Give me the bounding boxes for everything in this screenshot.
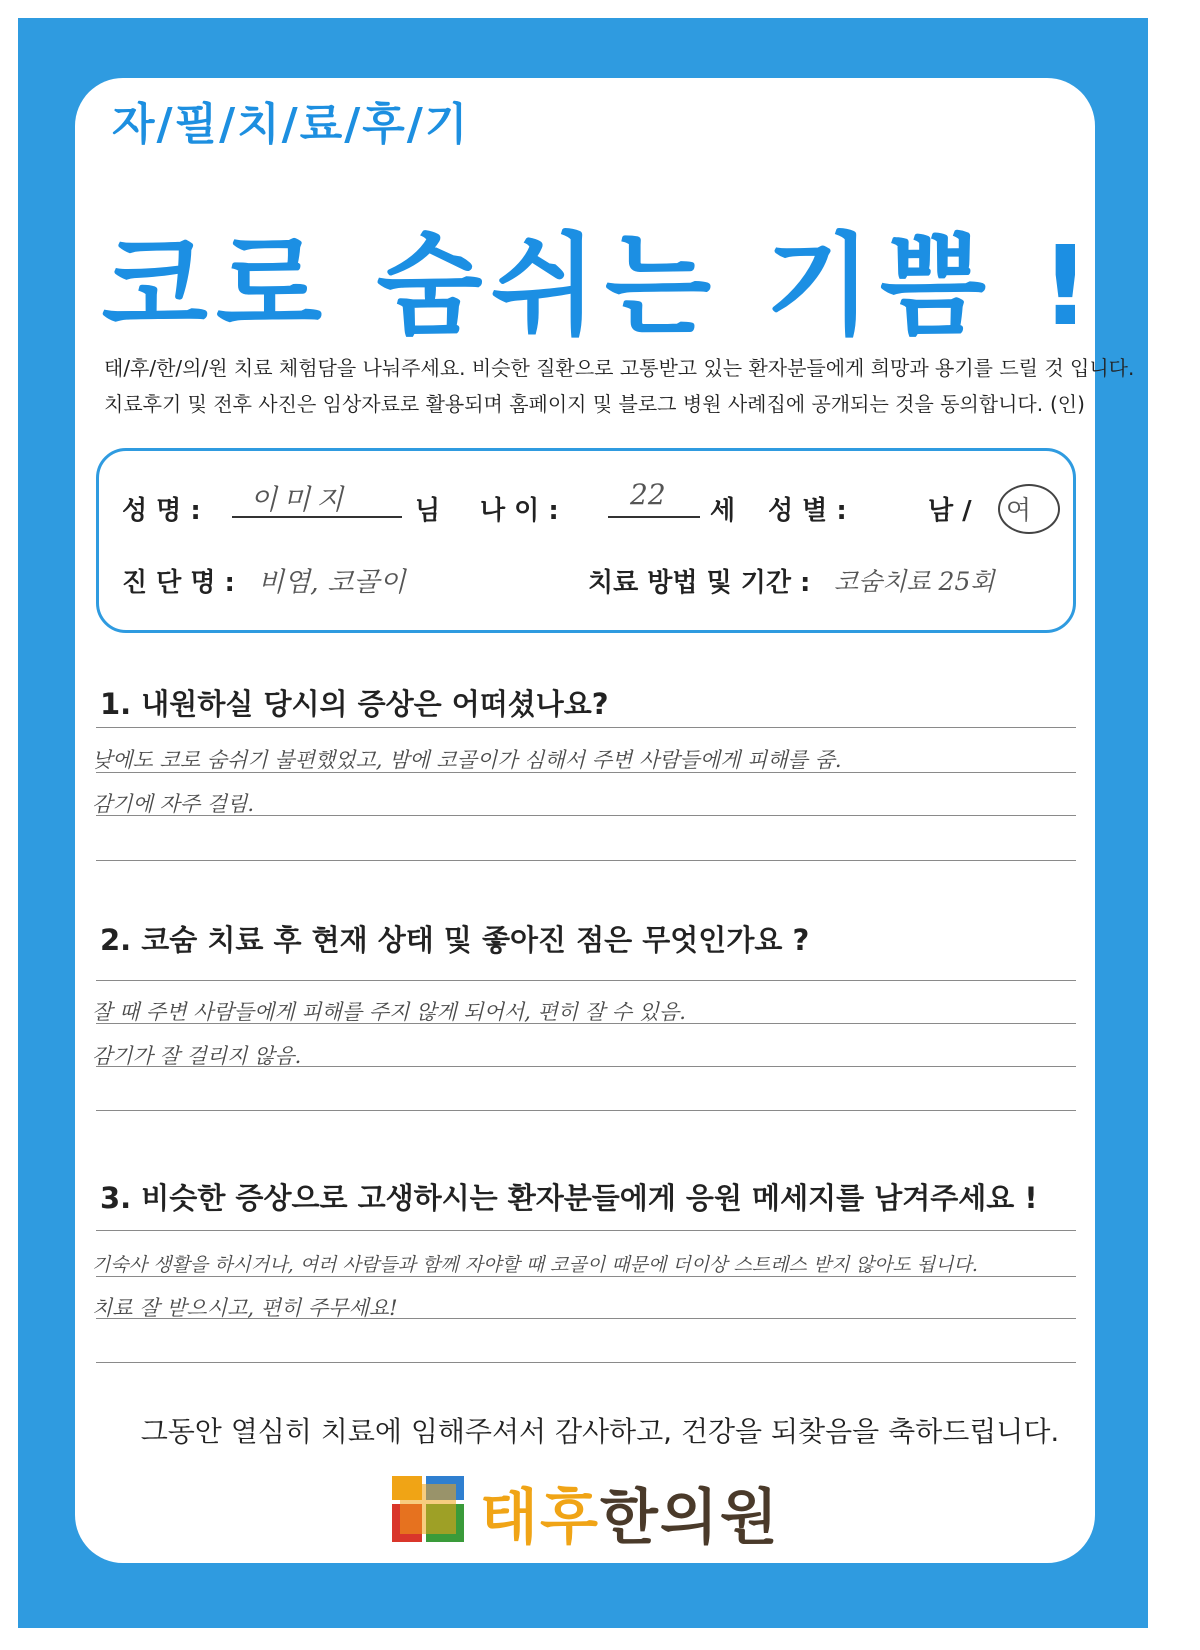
age-label: 나 이 : [480, 496, 559, 526]
answer-1-line-2: 감기에 자주 걸림. [92, 792, 255, 816]
gender-selected: 여 [1006, 496, 1032, 526]
clinic-logo-icon [392, 1476, 464, 1542]
gender-label: 성 별 : [768, 496, 847, 526]
closing-message: 그동안 열심히 치료에 임해주셔서 감사하고, 건강을 되찾음을 축하드립니다. [140, 1415, 1060, 1448]
gender-selection-circle [998, 484, 1060, 534]
answer-rule [96, 1066, 1076, 1067]
question-1: 1. 내원하실 당시의 증상은 어떠셨나요? [100, 687, 609, 721]
headline: 코로 숨쉬는 기쁨 ! [101, 222, 1099, 350]
name-suffix: 님 [415, 496, 441, 526]
answer-rule [96, 1318, 1076, 1319]
form-tag: 자/필/치/료/후/기 [112, 99, 470, 150]
age-suffix: 세 [710, 496, 736, 526]
question-3: 3. 비슷한 증상으로 고생하시는 환자분들에게 응원 메세지를 남겨주세요 ! [100, 1181, 1038, 1215]
clinic-name-part-1: 태후 [480, 1483, 600, 1553]
answer-rule [96, 1362, 1076, 1363]
clinic-name-part-2: 한의원 [599, 1483, 780, 1553]
intro-line-2: 치료후기 및 전후 사진은 임상자료로 활용되며 홈페이지 및 블로그 병원 사례집에 공개되는 것을 동의합니다. [104, 392, 1044, 416]
name-value: 이미지 [250, 483, 350, 516]
patient-info-box [96, 448, 1076, 633]
answer-rule [96, 1230, 1076, 1231]
treatment-value: 코숨치료 25회 [834, 567, 995, 596]
age-underline [608, 516, 700, 518]
treatment-label: 치료 방법 및 기간 : [588, 568, 811, 598]
clinic-name [480, 1470, 780, 1556]
answer-rule [96, 772, 1076, 773]
answer-rule [96, 815, 1076, 816]
answer-2-line-1: 잘 때 주변 사람들에게 피해를 주지 않게 되어서, 편히 잘 수 있음. [92, 1000, 686, 1024]
answer-2-line-2: 감기가 잘 걸리지 않음. [92, 1044, 302, 1068]
answer-rule [96, 860, 1076, 861]
gender-options: 남 / [928, 496, 972, 526]
answer-rule [96, 1023, 1076, 1024]
answer-1-line-1: 낮에도 코로 숨쉬기 불편했었고, 밤에 코골이가 심해서 주변 사람들에게 피해를 줌. [92, 748, 842, 772]
question-2: 2. 코숨 치료 후 현재 상태 및 좋아진 점은 무엇인가요 ? [100, 923, 810, 957]
logo-overlay [400, 1484, 456, 1534]
answer-rule [96, 1110, 1076, 1111]
intro-line-1: 태/후/한/의/원 치료 체험담을 나눠주세요. 비슷한 질환으로 고통받고 있는 환자분들에게 희망과 용기를 드릴 것 입니다. [104, 356, 1135, 380]
diagnosis-label: 진 단 명 : [122, 568, 235, 598]
age-value: 22 [630, 478, 666, 511]
diagnosis-value: 비염, 코골이 [258, 567, 406, 598]
name-underline [232, 516, 402, 518]
answer-rule [96, 727, 1076, 728]
name-label: 성 명 : [122, 496, 201, 526]
answer-rule [96, 1276, 1076, 1277]
seal-mark: (인) [1050, 392, 1085, 416]
answer-3-line-1: 기숙사 생활을 하시거나, 여러 사람들과 함께 자야할 때 코골이 때문에 더이상 스트레스 받지 않아도 됩니다. [92, 1254, 978, 1276]
answer-rule [96, 980, 1076, 981]
answer-3-line-2: 치료 잘 받으시고, 편히 주무세요! [92, 1296, 398, 1320]
